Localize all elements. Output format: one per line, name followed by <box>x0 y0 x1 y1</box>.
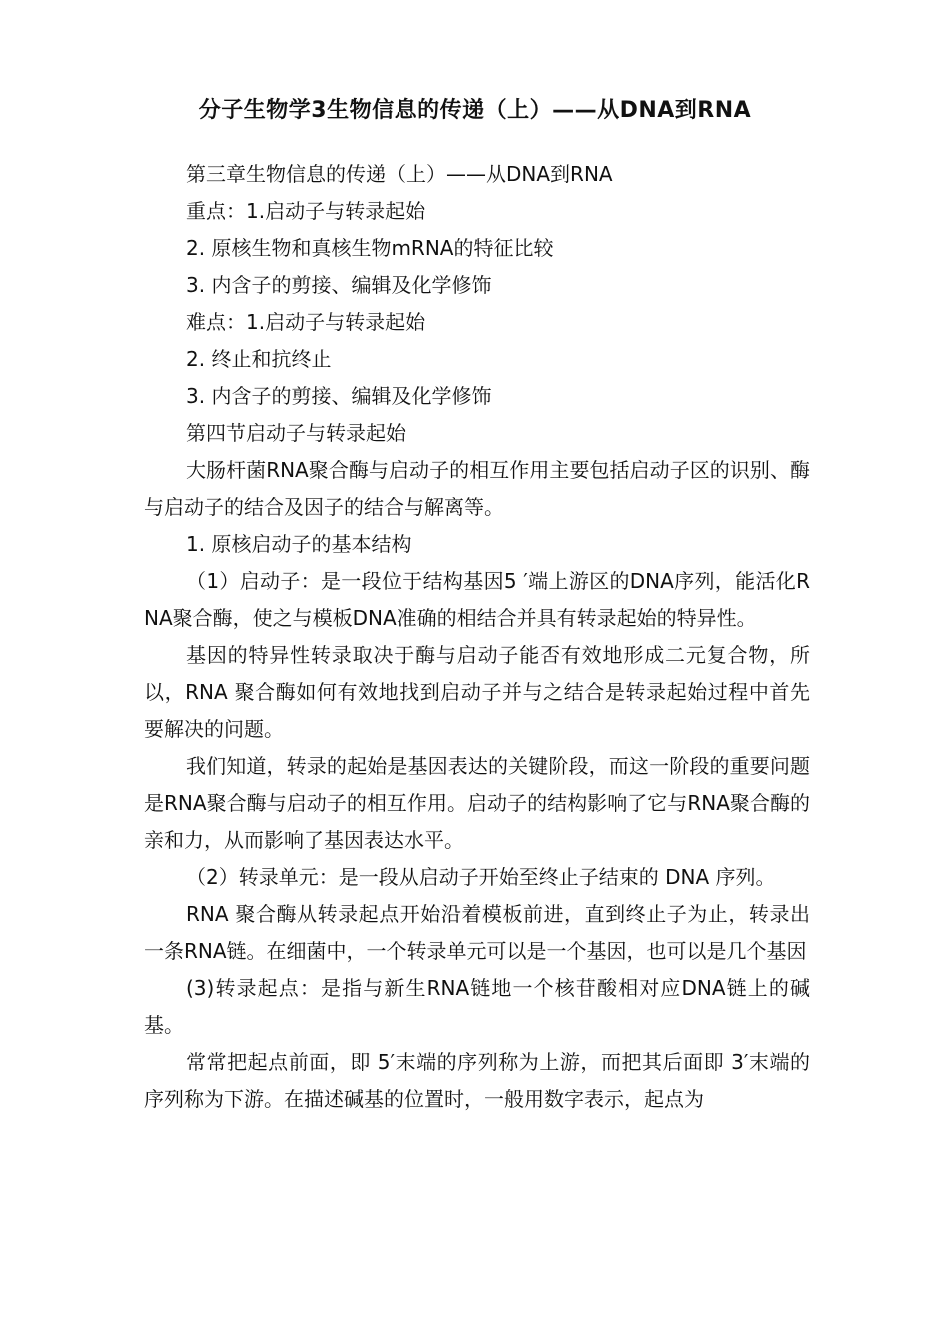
difficult-point-3: 3. 内含子的剪接、编辑及化学修饰 <box>186 384 492 408</box>
difficult-point-1: 难点：1.启动子与转录起始 <box>186 310 426 334</box>
body-paragraph: 常常把起点前面，即 5′末端的序列称为上游，而把其后面即 3′末端的序列称为下游。在描述碱基的位置时，一般用数字表示，起点为 <box>144 1050 810 1111</box>
body-paragraph: 我们知道，转录的起始是基因表达的关键阶段，而这一阶段的重要问题是RNA聚合酶与启动子的相互作用。启动子的结构影响了它与RNA聚合酶的亲和力，从而影响了基因表达水平。 <box>144 754 810 852</box>
document-body <box>144 156 810 1118</box>
body-paragraph: （1）启动子：是一段位于结构基因5 ′端上游区的DNA序列，能活化RNA聚合酶，使之与模板DNA准确的相结合并具有转录起始的特异性。 <box>144 569 810 630</box>
body-paragraph: 大肠杆菌RNA聚合酶与启动子的相互作用主要包括启动子区的识别、酶与启动子的结合及因子的结合与解离等。 <box>144 458 810 519</box>
key-point-2: 2. 原核生物和真核生物mRNA的特征比较 <box>186 236 554 260</box>
body-paragraph: 基因的特异性转录取决于酶与启动子能否有效地形成二元复合物，所以，RNA 聚合酶如何有效地找到启动子并与之结合是转录起始过程中首先要解决的问题。 <box>144 643 810 741</box>
difficult-point-2: 2. 终止和抗终止 <box>186 347 332 371</box>
body-paragraph: (3)转录起点：是指与新生RNA链地一个核苷酸相对应DNA链上的碱基。 <box>144 976 810 1037</box>
chapter-heading: 第三章生物信息的传递（上）——从DNA到RNA <box>186 162 613 186</box>
document-title: 分子生物学3生物信息的传递（上）——从DNA到RNA <box>198 98 752 123</box>
key-point-3: 3. 内含子的剪接、编辑及化学修饰 <box>186 273 492 297</box>
section-heading: 第四节启动子与转录起始 <box>186 421 406 445</box>
body-paragraph: （2）转录单元：是一段从启动子开始至终止子结束的 DNA 序列。 <box>186 865 776 889</box>
body-paragraph: RNA 聚合酶从转录起点开始沿着模板前进，直到终止子为止，转录出一条RNA链。在细菌中，一个转录单元可以是一个基因，也可以是几个基因 <box>144 902 810 963</box>
subsection-heading: 1. 原核启动子的基本结构 <box>186 532 412 556</box>
key-point-1: 重点：1.启动子与转录起始 <box>186 199 426 223</box>
